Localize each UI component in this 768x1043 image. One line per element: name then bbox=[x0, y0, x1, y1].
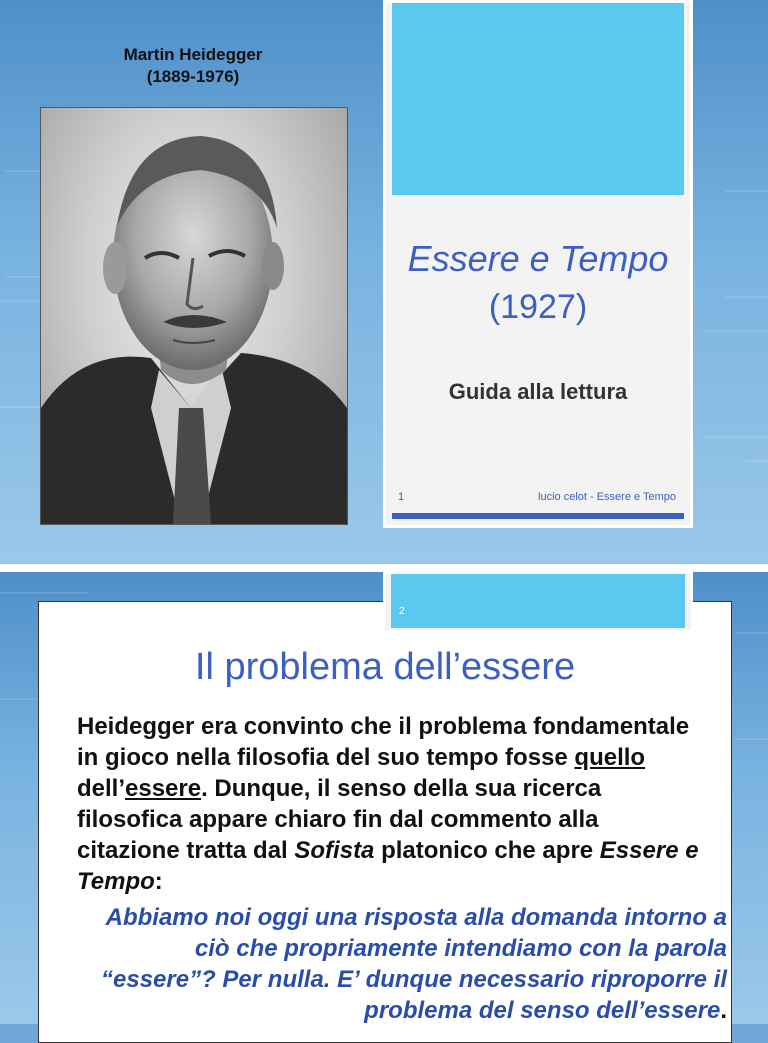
title-slide-card bbox=[383, 0, 693, 528]
title-slide-subtitle: Guida alla lettura bbox=[448, 379, 628, 404]
title-slide-title: Essere e Tempo bbox=[407, 238, 669, 279]
slide-2-band bbox=[391, 574, 685, 628]
para-italic: Sofista bbox=[294, 837, 375, 864]
slide-2-tab bbox=[383, 572, 693, 632]
para-text: Heidegger era convinto che il problema fondamentale in gioco nella filosofia del suo tempo fosse bbox=[77, 713, 690, 771]
portrait-name: Martin Heidegger bbox=[123, 45, 263, 64]
quote-period: . bbox=[720, 997, 727, 1024]
hex-decoration bbox=[680, 190, 768, 298]
para-underline: essere bbox=[125, 775, 202, 802]
portrait-caption bbox=[40, 44, 346, 88]
content-slide-body bbox=[38, 601, 732, 1043]
title-slide-bottom-bar bbox=[392, 513, 684, 519]
para-text: : bbox=[154, 868, 163, 895]
slide-footer: lucio celot - Essere e Tempo bbox=[538, 491, 676, 503]
portrait-dates: (1889-1976) bbox=[146, 67, 240, 86]
slide-number-2: 2 bbox=[399, 606, 405, 617]
slide-number: 1 bbox=[398, 491, 405, 503]
portrait-illustration bbox=[41, 108, 347, 524]
content-quote bbox=[97, 902, 727, 1026]
para-text: dell’ bbox=[77, 775, 126, 802]
para-text: platonico che apre bbox=[374, 837, 600, 864]
para-text: . Dunque, il senso della sua ricerca filosofica appare chiaro fin dal commento alla citazione tratta dal bbox=[77, 775, 602, 864]
content-paragraph bbox=[77, 711, 707, 897]
title-slide-top-band bbox=[392, 3, 684, 195]
title-slide-year: (1927) bbox=[488, 288, 588, 326]
portrait-photo bbox=[40, 107, 348, 525]
para-underline: quello bbox=[574, 744, 646, 771]
content-heading: Il problema dell’essere bbox=[194, 646, 576, 688]
para-italic: Essere e Tempo bbox=[77, 837, 699, 895]
hex-decoration bbox=[700, 460, 768, 568]
quote-text: Abbiamo noi oggi una risposta alla domanda intorno a ciò che propriamente intendiamo con la parola “essere”? Per nulla. E’ dunque necessario riproporre il problema del senso dell’essere bbox=[101, 904, 727, 1024]
